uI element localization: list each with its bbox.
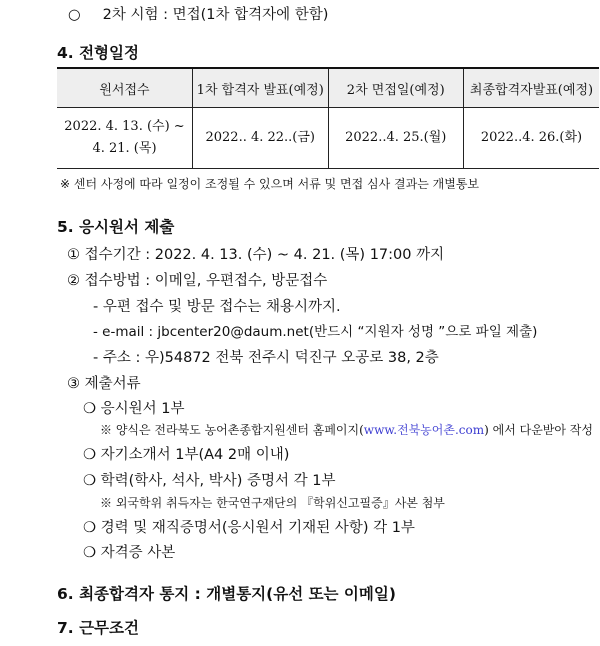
doc-application-form-note xyxy=(100,421,593,438)
cell-application xyxy=(57,108,193,169)
method-detail-mail: - 우편 접수 및 방문 접수는 채용시까지. xyxy=(93,299,341,315)
header-first-result: 1차 합격자 발표(예정) xyxy=(193,68,329,108)
schedule-table xyxy=(57,67,599,169)
doc-career-cert: ❍ 경력 및 재직증명서(응시원서 기재된 사항) 각 1부 xyxy=(83,520,415,536)
doc-degree-cert: ❍ 학력(학사, 석사, 박사) 증명서 각 1부 xyxy=(83,473,336,489)
doc-license-copy: ❍ 자격증 사본 xyxy=(83,545,176,561)
cell-first-result: 2022.. 4. 22..(금) xyxy=(193,108,329,169)
cell-application-line1: 2022. 4. 13. (수) ~ xyxy=(64,119,185,134)
exam-stage2-item xyxy=(68,3,328,24)
cell-final-result: 2022..4. 26.(화) xyxy=(464,108,600,169)
method-detail-address: - 주소 : 우)54872 전북 전주시 덕진구 오공로 38, 2층 xyxy=(93,350,439,366)
form-note-prefix: ※ 양식은 전라북도 농어촌종합지원센터 홈페이지( xyxy=(100,423,364,437)
section6-title: 6. 최종합격자 통지 : 개별통지(유선 또는 이메일) xyxy=(57,585,396,603)
documents-title: ③ 제출서류 xyxy=(67,376,141,392)
application-period: ① 접수기간 : 2022. 4. 13. (수) ~ 4. 21. (목) 17:00 까지 xyxy=(67,247,445,263)
cell-application-line2: 4. 21. (목) xyxy=(92,141,157,156)
header-application: 원서접수 xyxy=(57,68,193,108)
circle-bullet-icon: ○ xyxy=(68,7,81,23)
homepage-link[interactable]: www.전북농어촌.com xyxy=(363,423,485,437)
cell-interview: 2022..4. 25.(월) xyxy=(328,108,464,169)
doc-application-form: ❍ 응시원서 1부 xyxy=(83,401,185,417)
schedule-note: ※ 센터 사정에 따라 일정이 조정될 수 있으며 서류 및 면접 심사 결과는 개별통보 xyxy=(60,177,479,191)
section7-title: 7. 근무조건 xyxy=(57,619,139,637)
form-note-suffix: ) 에서 다운받아 작성 xyxy=(484,423,593,437)
schedule-row xyxy=(57,108,599,169)
method-detail-email: - e-mail : jbcenter20@daum.net(반드시 “지원자 성명 ”으로 파일 제출) xyxy=(93,324,538,340)
header-interview: 2차 면접일(예정) xyxy=(328,68,464,108)
exam-stage2-text: 2차 시험 : 면접(1차 합격자에 한함) xyxy=(102,7,329,23)
header-final-result: 최종합격자발표(예정) xyxy=(464,68,600,108)
doc-degree-cert-note: ※ 외국학위 취득자는 한국연구재단의 『학위신고필증』사본 첨부 xyxy=(100,496,445,510)
schedule-header-row xyxy=(57,68,599,108)
doc-self-intro: ❍ 자기소개서 1부(A4 2매 이내) xyxy=(83,447,290,463)
application-method: ② 접수방법 : 이메일, 우편접수, 방문접수 xyxy=(67,273,328,289)
section4-title: 4. 전형일정 xyxy=(57,44,139,62)
section5-title: 5. 응시원서 제출 xyxy=(57,218,175,236)
